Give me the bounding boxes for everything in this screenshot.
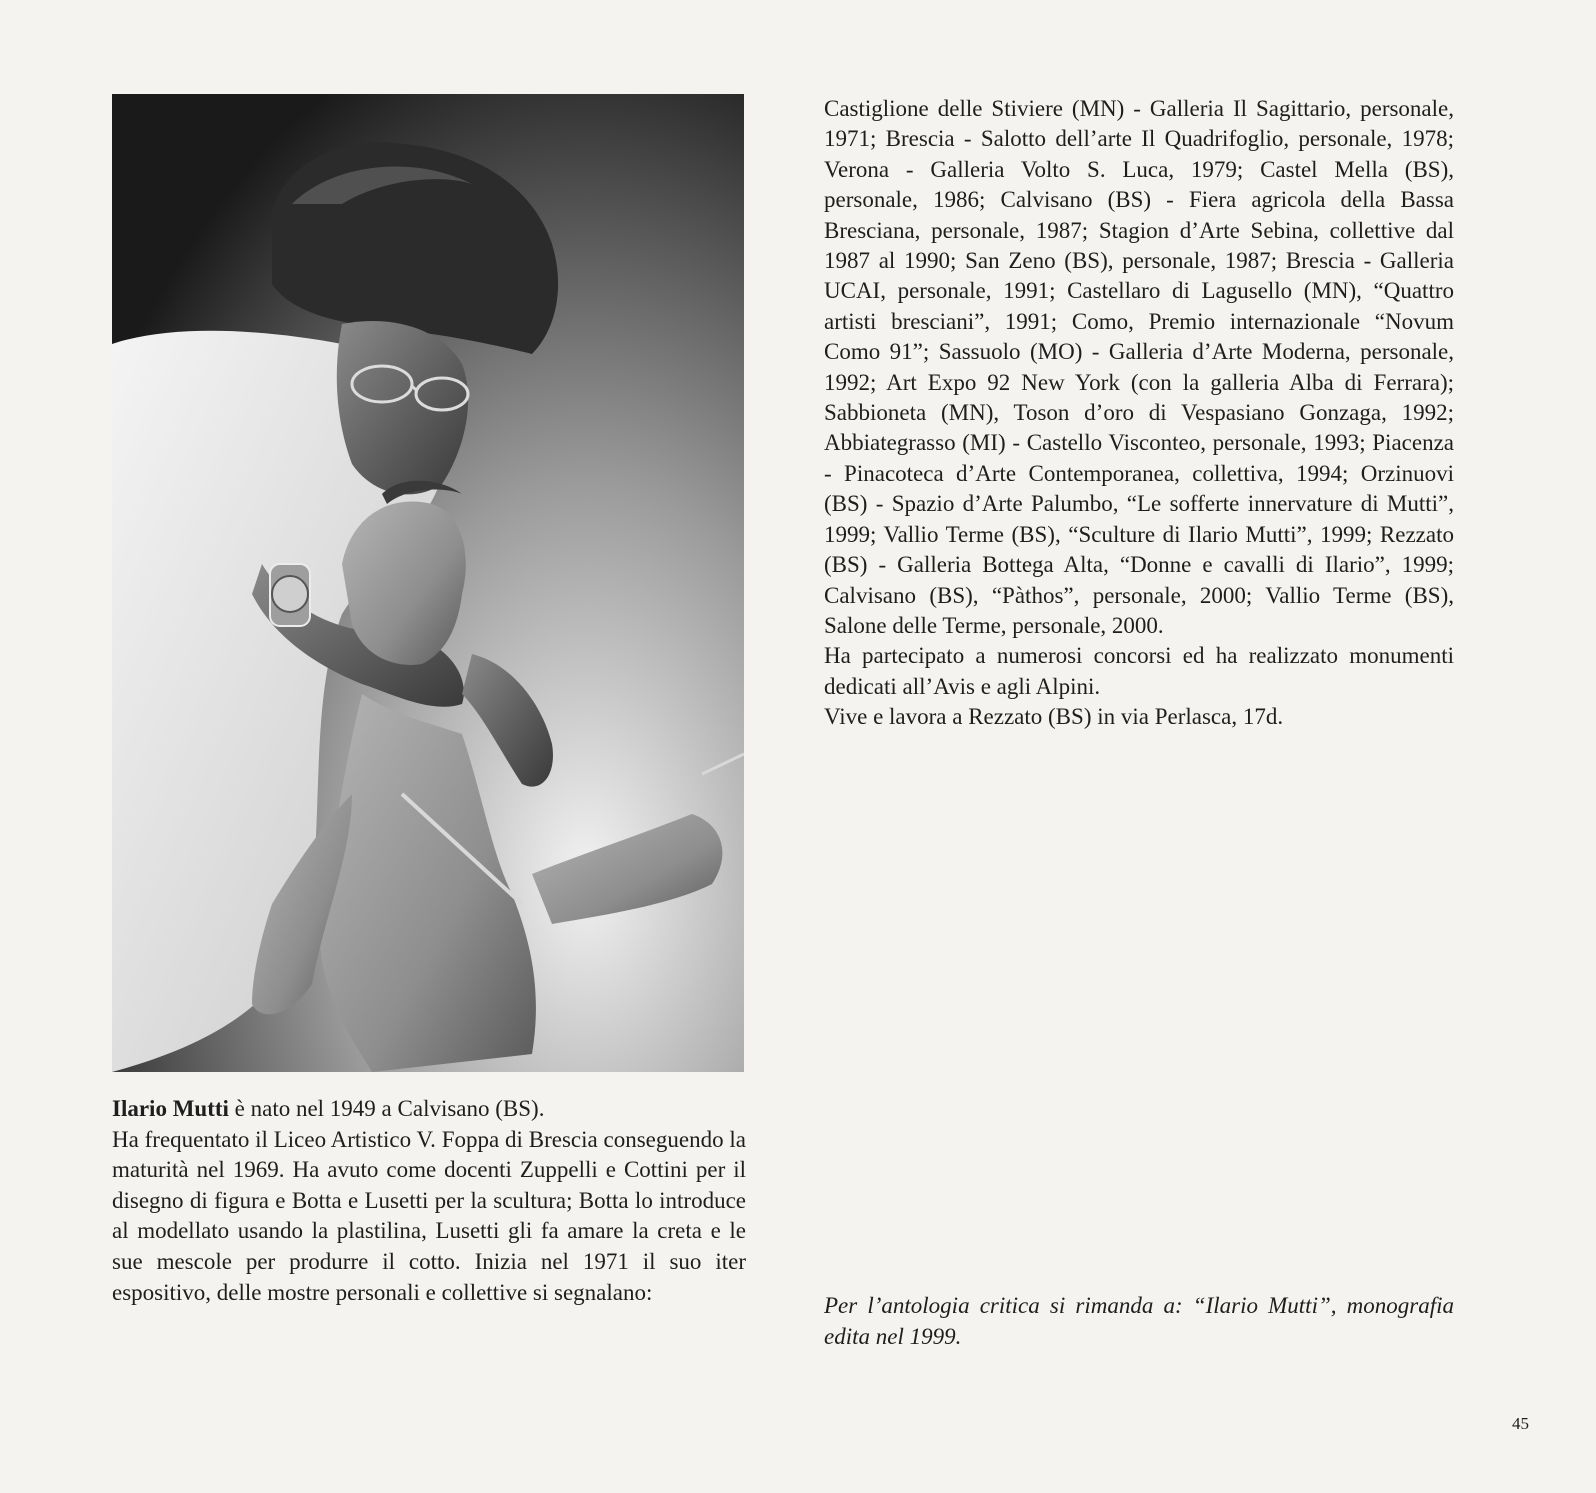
sculptor-photo-icon — [112, 94, 744, 1072]
bio-intro — [112, 1094, 746, 1125]
critical-anthology-note: Per l’antologia critica si rimanda a: “Ilario Mutti”, monografia edita nel 1999. — [824, 1293, 1454, 1349]
residence-text: Vive e lavora a Rezzato (BS) in via Perlasca, 17d. — [824, 704, 1284, 730]
biography-text — [112, 1094, 746, 1308]
exhibitions-column — [824, 94, 1454, 733]
artist-photo — [112, 94, 744, 1072]
artist-name: Ilario Mutti — [112, 1096, 229, 1121]
bio-body: Ha frequentato il Liceo Artistico V. Foppa di Brescia conseguendo la maturità nel 1969. Ha avuto come docenti Zuppelli e Cottini per il disegno di figura e Botta e Lusetti per la scultura; Botta lo introduce al modellato usando la plastilina, Lusetti gli fa amare la creta e le sue mescole per produrre il cotto. Inizia nel 1971 il suo iter espositivo, delle mostre personali e collettive si segnalano: — [112, 1126, 746, 1305]
page-number: 45 — [1512, 1414, 1529, 1433]
exhibitions-list: Castiglione delle Stiviere (MN) - Galleria Il Sagittario, personale, 1971; Brescia - Salotto dell’arte Il Quadrifoglio, personale, 1978; Verona - Galleria Volto S. Luca, 1979; Castel Mella (BS), personale, 1986; Calvisano (BS) - Fiera agricola della Bassa Bresciana, personale, 1987; Stagion d’Arte Sebina, collettive dal 1987 al 1990; San Zeno (BS), personale, 1987; Brescia - Galleria UCAI, personale, 1991; Castellaro di Lagusello (MN), “Quattro artisti bresciani”, 1991; Como, Premio internazionale “Novum Como 91”; Sassuolo (MO) - Galleria d’Arte Moderna, personale, 1992; Art Expo 92 New York (con la galleria Alba di Ferrara); Sabbioneta (MN), Toson d’oro di Vespasiano Gonzaga, 1992; Abbiategrasso (MI) - Castello Visconteo, personale, 1993; Piacenza - Pinacoteca d’Arte Contemporanea, collettiva, 1994; Orzinuovi (BS) - Spazio d’Arte Palumbo, “Le sofferte innervature di Mutti”, 1999; Vallio Terme (BS), “Sculture di Ilario Mutti”, 1999; Rezzato (BS) - Galleria Bottega Alta, “Donne e cavalli di Ilario”, 1999; Calvisano (BS), “Pàthos”, personale, 2000; Vallio Terme (BS), Salone delle Terme, personale, 2000. — [824, 96, 1454, 638]
bio-birth: è nato nel 1949 a Calvisano (BS). — [228, 1096, 545, 1121]
contests-text: Ha partecipato a numerosi concorsi ed ha realizzato monumenti dedicati all’Avis e agli Alpini. — [824, 643, 1454, 699]
